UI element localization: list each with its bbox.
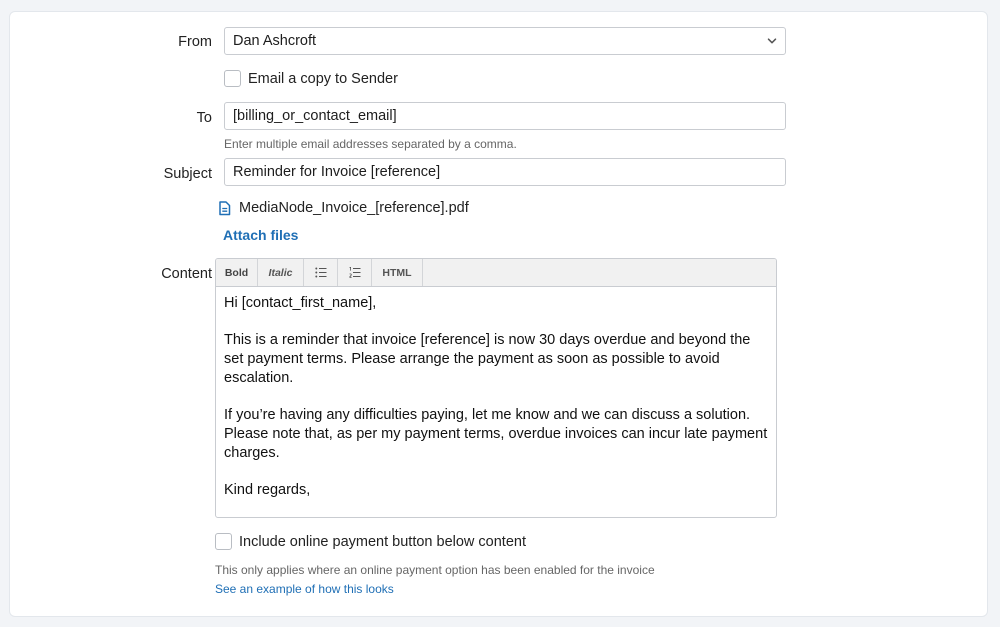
- editor-toolbar: [216, 259, 776, 287]
- from-select-value: Dan Ashcroft: [233, 33, 317, 49]
- subject-input[interactable]: [224, 158, 786, 186]
- from-label: From: [178, 34, 212, 50]
- chevron-down-icon: [767, 36, 777, 46]
- attachment-item[interactable]: [218, 198, 469, 218]
- content-label: Content: [161, 266, 212, 282]
- subject-label: Subject: [163, 166, 212, 182]
- attach-files-link[interactable]: Attach files: [223, 227, 299, 243]
- numbered-list-button[interactable]: [338, 259, 372, 286]
- bold-button[interactable]: Bold: [216, 259, 258, 286]
- content-paragraph: Hi [contact_first_name],: [224, 295, 377, 311]
- attachment-filename: MediaNode_Invoice_[reference].pdf: [239, 200, 469, 216]
- bullet-list-icon: [315, 267, 327, 278]
- payment-help-text: This only applies where an online payment option has been enabled for the invoice: [215, 563, 655, 577]
- italic-button[interactable]: Italic: [258, 259, 304, 286]
- to-input-value: [billing_or_contact_email]: [233, 108, 397, 124]
- numbered-list-icon: [349, 267, 361, 278]
- include-payment-button-label: Include online payment button below content: [239, 534, 526, 550]
- content-paragraph: If you’re having any difficulties paying, let me know and we can discuss a solution. Please note that, as per my payment terms, overdue invoices can incur late payment charges.: [224, 407, 768, 461]
- bullet-list-button[interactable]: [304, 259, 338, 286]
- copy-to-sender-checkbox[interactable]: [224, 70, 241, 87]
- html-button[interactable]: HTML: [372, 259, 423, 286]
- content-editor[interactable]: [215, 258, 777, 518]
- to-label: To: [196, 110, 212, 126]
- to-help-text: Enter multiple email addresses separated by a comma.: [224, 137, 517, 151]
- copy-to-sender-label: Email a copy to Sender: [248, 71, 398, 87]
- document-icon: [218, 201, 231, 216]
- from-select[interactable]: [224, 27, 786, 55]
- email-form-card: [9, 11, 988, 617]
- editor-content[interactable]: [216, 287, 776, 518]
- subject-input-value: Reminder for Invoice [reference]: [233, 164, 441, 180]
- content-paragraph: Kind regards,: [224, 482, 311, 498]
- see-example-link[interactable]: See an example of how this looks: [215, 582, 394, 596]
- content-paragraph: This is a reminder that invoice [reference] is now 30 days overdue and beyond the set payment terms. Please arrange the payment as soon as possible to avoid escalation.: [224, 332, 751, 386]
- include-payment-button-checkbox[interactable]: [215, 533, 232, 550]
- to-input[interactable]: [224, 102, 786, 130]
